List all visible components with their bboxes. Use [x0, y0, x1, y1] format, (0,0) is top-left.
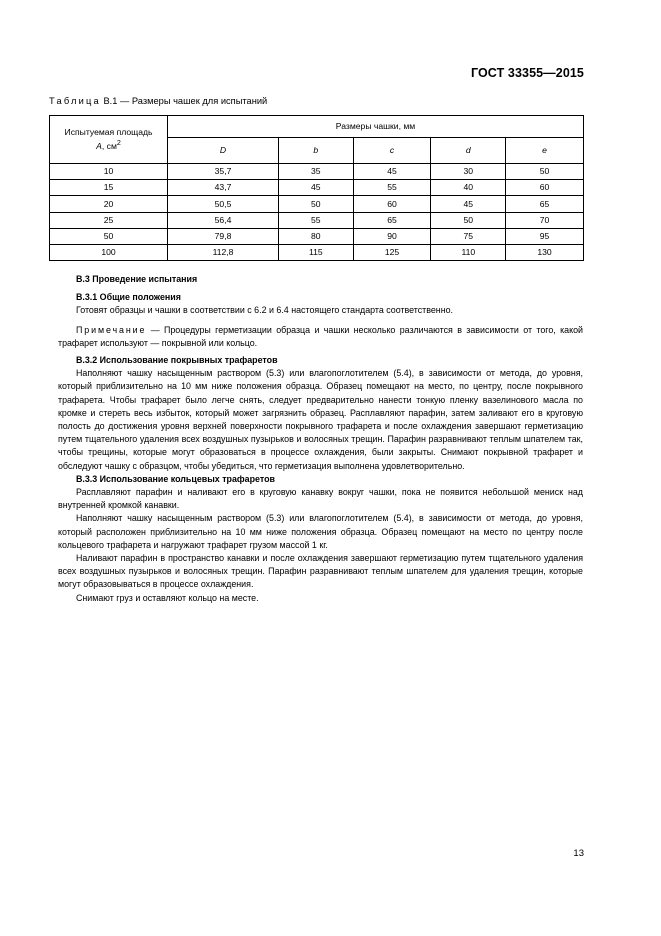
paragraph: Снимают груз и оставляют кольцо на месте. — [76, 592, 259, 603]
section-heading-b32: В.3.2 Использование покрывных трафаретов — [76, 355, 278, 366]
table-cell: 40 — [431, 180, 506, 196]
table-cell: 100 — [50, 244, 168, 260]
table-cell: 79,8 — [168, 228, 279, 244]
standard-code: ГОСТ 33355—2015 — [470, 66, 584, 80]
note-paragraph — [58, 324, 583, 350]
table-cell: 35,7 — [168, 164, 279, 180]
table-cell: 110 — [431, 244, 506, 260]
dimensions-group-header: Размеры чашки, мм — [168, 116, 584, 138]
table-row — [50, 244, 584, 260]
table-cell: 50,5 — [168, 196, 279, 212]
table-cell: 65 — [506, 196, 584, 212]
paragraph: Наполняют чашку насыщенным раствором (5.3) или влагопоглотителем (5.4), в зависимости от метода, до уровня, который приблизительно на 10 мм ниже положения образца. Образец помещают на место, по центру, после покрывного трафарета. Чтобы трафарет было легче снять, следует предварительно нанести тонкую пленку вазелинового масла по кромке и стереть весь избыток, который может загрязнить образец. Расплавляют парафин, затем заливают его в круговую полость до достижения уровня верхней поверхности покрывного трафарета и после охлаждения завершают герметизацию путем тщательного удаления всех воздушных пузырьков и волосяных трещин. Парафин разравнивают теплым шпателем так, чтобы трещины, которые могут образоваться в процессе охлаждения, были закрыты. Снимают покрывной трафарет и обследуют чашку с образцом, чтобы убедиться, что герметизация выполнена удовлетворительно. — [58, 368, 583, 471]
cup-dimensions-table — [49, 115, 584, 261]
area-column-header — [50, 116, 168, 164]
table-cell: 43,7 — [168, 180, 279, 196]
table-cell: 115 — [279, 244, 354, 260]
table-cell: 35 — [279, 164, 354, 180]
table-cell: 60 — [353, 196, 431, 212]
column-header-D: D — [168, 138, 279, 164]
table-cell: 60 — [506, 180, 584, 196]
note-label: Примечание — [76, 324, 147, 335]
area-header-sup: 2 — [116, 139, 121, 148]
column-header-c: c — [353, 138, 431, 164]
column-header-b: b — [279, 138, 354, 164]
table-cell: 125 — [353, 244, 431, 260]
table-caption-label: Таблица — [49, 96, 101, 106]
table-cell: 50 — [431, 212, 506, 228]
area-header-unit: , см — [101, 140, 117, 151]
table-cell: 30 — [431, 164, 506, 180]
area-header-symbol: A — [96, 140, 102, 151]
table-cell: 75 — [431, 228, 506, 244]
table-row — [50, 196, 584, 212]
table-cell: 65 — [353, 212, 431, 228]
table-cell: 20 — [50, 196, 168, 212]
table-cell: 80 — [279, 228, 354, 244]
section-b3 — [58, 273, 583, 605]
column-header-e: e — [506, 138, 584, 164]
note-text: — Процедуры герметизации образца и чашки несколько различаются в зависимости от того, какой трафарет используют — покрывной или кольцо. — [58, 324, 583, 348]
paragraph: Наливают парафин в пространство канавки и после охлаждения завершают герметизацию путем тщательного удаления всех воздушных пузырьков и волосяных трещин. Парафин разравнивают теплым шпателем для удаления трещин, которые могут образовываться в процессе охлаждения. — [58, 553, 583, 590]
section-heading-b31: В.3.1 Общие положения — [76, 292, 181, 303]
table-cell: 45 — [431, 196, 506, 212]
table-cell: 55 — [353, 180, 431, 196]
table-cell: 70 — [506, 212, 584, 228]
table-cell: 130 — [506, 244, 584, 260]
table-cell: 90 — [353, 228, 431, 244]
table-cell: 55 — [279, 212, 354, 228]
table-cell: 95 — [506, 228, 584, 244]
table-cell: 50 — [506, 164, 584, 180]
table-row — [50, 228, 584, 244]
table-caption-text: В.1 — Размеры чашек для испытаний — [100, 96, 268, 106]
column-header-d: d — [431, 138, 506, 164]
section-heading-b33: В.3.3 Использование кольцевых трафаретов — [76, 473, 275, 484]
table-row — [50, 164, 584, 180]
table-cell: 112,8 — [168, 244, 279, 260]
paragraph: Расплавляют парафин и наливают его в круговую канавку вокруг чашки, пока не появится небольшой мениск над внутренней кромкой канавки. — [58, 487, 583, 511]
paragraph: Готовят образцы и чашки в соответствии с 6.2 и 6.4 настоящего стандарта соответственно. — [76, 305, 453, 316]
table-row — [50, 180, 584, 196]
table-cell: 56,4 — [168, 212, 279, 228]
page-number: 13 — [573, 848, 584, 859]
table-cell: 45 — [279, 180, 354, 196]
area-header-line1: Испытуемая площадь — [64, 127, 153, 138]
table-cell: 15 — [50, 180, 168, 196]
table-cell: 25 — [50, 212, 168, 228]
section-heading-b3: В.3 Проведение испытания — [76, 274, 198, 284]
table-caption — [49, 96, 267, 106]
table-row — [50, 212, 584, 228]
paragraph: Наполняют чашку насыщенным раствором (5.3) или влагопоглотителем (5.4), в зависимости от метода, до уровня, который расположен приблизительно на 10 мм ниже положения образца. Образец помещают на место по центру после кольцевого трафарета и нагружают трафарет грузом массой 1 кг. — [58, 513, 583, 550]
table-cell: 10 — [50, 164, 168, 180]
table-cell: 45 — [353, 164, 431, 180]
table-cell: 50 — [50, 228, 168, 244]
table-cell: 50 — [279, 196, 354, 212]
